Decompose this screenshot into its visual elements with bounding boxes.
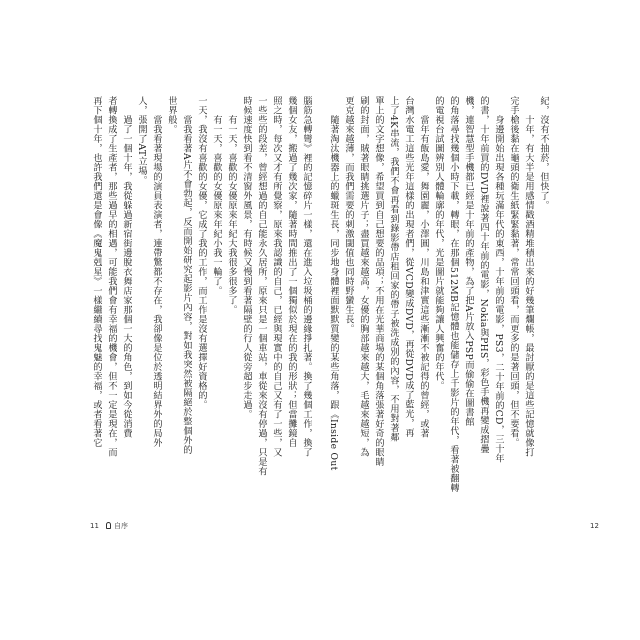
text-column: 當年有飯島愛，舞園麗，小澤圓，川島和津實這些漸漸不被記得的曾經，或著 (418, 96, 429, 438)
text-column: 當我看著現場的演員表演者，連帶驚都不存在，我卻像是位於透明結界外的局外 (151, 96, 162, 448)
text-column: 紀，沒有不抽菸，但快了。 (538, 96, 549, 210)
text-column: 上了4K串流，我們不會再看到錄影帶店租回家的帶子被洗成別的內容，不用對著鄰 (388, 96, 399, 442)
text-column: 機，連智慧型手機都已經是十年前的產物，為了把A片放入PSP而偷偷在圖書館 (463, 96, 474, 427)
text-column: 幾個女友，搬過了幾次家，隨著時間推出了一個獨似於現在的我的形狀；但當攤鏡自 (286, 96, 297, 448)
text-column: 十年，有大半是用感情戳酒精堆積出來的好幾筆爛帳，最討厭的是這些記憶就像打 (523, 96, 534, 457)
left-page-number: 11 (90, 522, 99, 530)
text-column: 者轉換成了生產者，那些過早的相遇，可能我們會有幸福的機會，但不一定是現在，而 (106, 96, 117, 457)
text-column: 時候速度快到看不清窗外風景，有時候又慢到看著隔壁的行人從旁超步走過。 (241, 96, 252, 419)
section-label-text: 自序 (114, 522, 128, 530)
text-column: 身邊開始出現各種玩滿年代的東西，十年前的電影，PS3，二十年前的CD，三十年 (493, 96, 504, 463)
text-column: 當我看著A片不會勃起，反而開始研究起影片內容，對如我突然被隔絕於整個外的 (181, 96, 192, 455)
text-column: 更克越來越薄，而我們需要的刺激閾值也同時野蠻生長。 (343, 96, 354, 334)
text-column: 有一天，喜歡的女優原來年紀大我很多很多了。 (226, 96, 237, 315)
text-column: 的電視台試圖辨別人體輪廓的年代，光是圖片就能夠讓人興奮的年代。 (433, 96, 444, 391)
text-column: 刷的封面，賊著眼睛挑選片子；盡買越來越高，女優的胸部越來越大，毛越來越短，為 (358, 96, 369, 457)
text-column: 人，張開了AT立場。 (136, 96, 147, 185)
text-column: 一天，我沒有喜歡的女優，它成了我的工作，而工作是沒有選擇好資格的。 (196, 96, 207, 410)
text-column: 的角落尋找幾個小時下載，轉眼，在那個512MB記憶體也能儲存上千影片的年代，看著被翻轉 (448, 96, 459, 493)
text-column: 台灣水電工這些光年這樣的出現者們，從VCD變成DVD，再從DVD成了藍光，再 (403, 96, 414, 438)
text-column: 照之時，每次又才有所覺察，原來我認識的自己，已經與現實中的自己又有了一些，又 (271, 96, 282, 457)
text-column: 世界般。 (166, 96, 177, 134)
text-column: 的書，十年前買的DVD裡說著四十年前的電影，Nokia與PHS，彩色手機再變成摺疊 (478, 96, 489, 454)
bookmark-icon (106, 522, 111, 529)
text-column: 腦筋急轉彎》裡的記憶碎片一樣，還在進入垃圾桶的邊緣掙扎著。換了幾個工作，換了 (301, 96, 312, 457)
text-column: 隨著淘汰機器上的蠟斑生長，同步地身體裡面默默質變的某些角落，跟《Inside Out (328, 96, 339, 471)
text-column: 單上的文字想像，希望買到自己想要的品項；不用在光華商場的某個角落張著好奇的眼睛 (373, 96, 384, 467)
text-column: 有一天，喜歡的女優原來年紀小我一輪了。 (211, 96, 222, 296)
right-page-number: 12 (590, 522, 599, 530)
text-column: 過了一個十年，我從躲過新宿街邊脫衣舞店家那個一大的角色，到如今從消費 (121, 96, 132, 438)
right-page (326, 96, 558, 528)
text-column: 完手槍後黏在龜頭的衛生紙緊緊黏著，常常回頭看，而更多的是著回頭，但不要看。 (508, 96, 519, 448)
left-page (86, 96, 318, 528)
text-column: 再下個十年，也許我們還是會像《魔鬼剋星》一樣繼續尋找鬼魅的幸福，或者看著它 (91, 96, 102, 448)
text-column: 一些些的段差，曾經想過的自己能永久居所，原來只是一個車站，車從來沒有停過，只是有 (256, 96, 267, 476)
section-label (106, 521, 128, 531)
